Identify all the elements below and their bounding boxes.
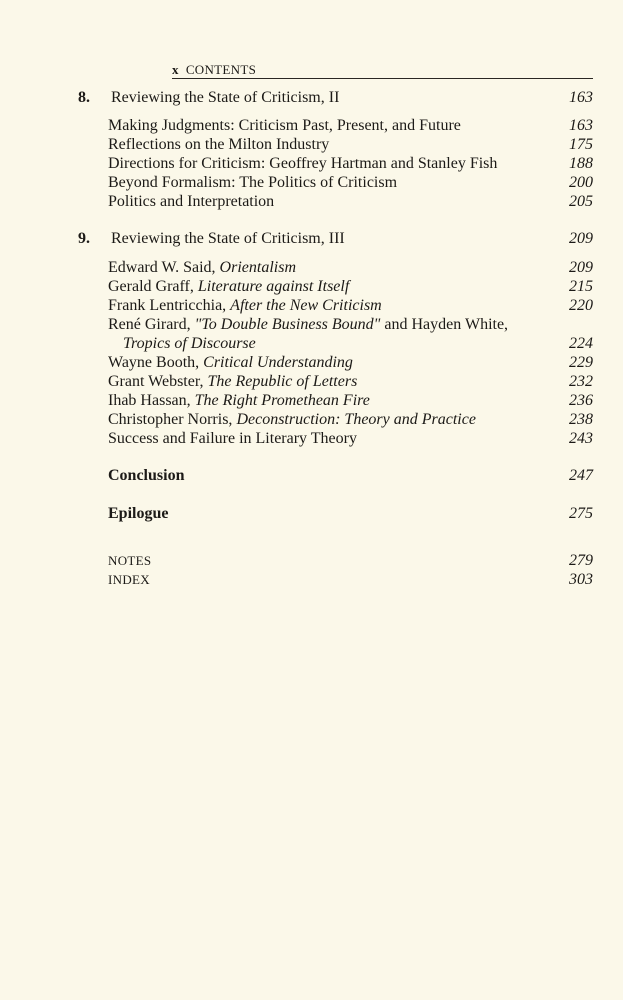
chapter-number: 9. (78, 230, 90, 247)
entry-title: Reflections on the Milton Industry (108, 136, 330, 153)
entry-author: Ihab Hassan, (108, 392, 191, 409)
page-number: 243 (569, 430, 593, 447)
header-section: CONTENTS (185, 62, 257, 77)
chapter-number: 8. (78, 89, 90, 106)
entry-work: The Right Promethean Fire (194, 392, 370, 409)
page-number: 175 (569, 136, 593, 153)
entry-work: After the New Criticism (230, 297, 382, 314)
entry-author: Grant Webster, (108, 373, 204, 390)
page-number: 188 (569, 155, 593, 172)
entry-work: "To Double Business Bound" (194, 316, 381, 333)
page-number: 275 (569, 505, 593, 522)
entry-title: INDEX (108, 572, 150, 587)
chapter-title: Reviewing the State of Criticism, II (111, 89, 340, 106)
entry-author: Christopher Norris, (108, 411, 233, 428)
entry-title: Epilogue (108, 505, 169, 522)
entry-work: Literature against Itself (197, 278, 350, 295)
entry-work: Tropics of Discourse (123, 335, 256, 352)
entry-title: Beyond Formalism: The Politics of Criticism (108, 174, 398, 191)
page-number: 163 (569, 89, 593, 106)
page-number: 238 (569, 411, 593, 428)
entry-title: Making Judgments: Criticism Past, Present, and Future (108, 117, 461, 134)
page-number: 209 (569, 230, 593, 247)
entry-author: Wayne Booth, (108, 354, 200, 371)
page-number: 163 (569, 117, 593, 134)
page-number: 279 (569, 552, 593, 569)
page-number: 220 (569, 297, 593, 314)
entry-title: Success and Failure in Literary Theory (108, 430, 357, 447)
page-number: 200 (569, 174, 593, 191)
entry-work: Deconstruction: Theory and Practice (236, 411, 476, 428)
entry-title: Directions for Criticism: Geoffrey Hartman and Stanley Fish (108, 155, 498, 172)
running-header (172, 62, 256, 78)
entry-work: The Republic of Letters (207, 373, 358, 390)
page-number: 215 (569, 278, 593, 295)
header-page-number: x (172, 62, 179, 77)
page-number: 247 (569, 467, 593, 484)
page-number: 205 (569, 193, 593, 210)
page-number: 224 (569, 335, 593, 352)
entry-work: Orientalism (219, 259, 296, 276)
entry-work: Critical Understanding (203, 354, 353, 371)
entry-title: Politics and Interpretation (108, 193, 275, 210)
page-number: 209 (569, 259, 593, 276)
entry-rest: and Hayden White, (384, 316, 509, 333)
entry-author: Frank Lentricchia, (108, 297, 227, 314)
header-rule (172, 78, 593, 79)
page-number: 232 (569, 373, 593, 390)
page-number: 303 (569, 571, 593, 588)
entry-author: René Girard, (108, 316, 191, 333)
entry-title: Conclusion (108, 467, 185, 484)
page-number: 236 (569, 392, 593, 409)
entry-author: Gerald Graff, (108, 278, 194, 295)
chapter-title: Reviewing the State of Criticism, III (111, 230, 345, 247)
entry-author: Edward W. Said, (108, 259, 216, 276)
entry-title: NOTES (108, 553, 152, 568)
page-number: 229 (569, 354, 593, 371)
